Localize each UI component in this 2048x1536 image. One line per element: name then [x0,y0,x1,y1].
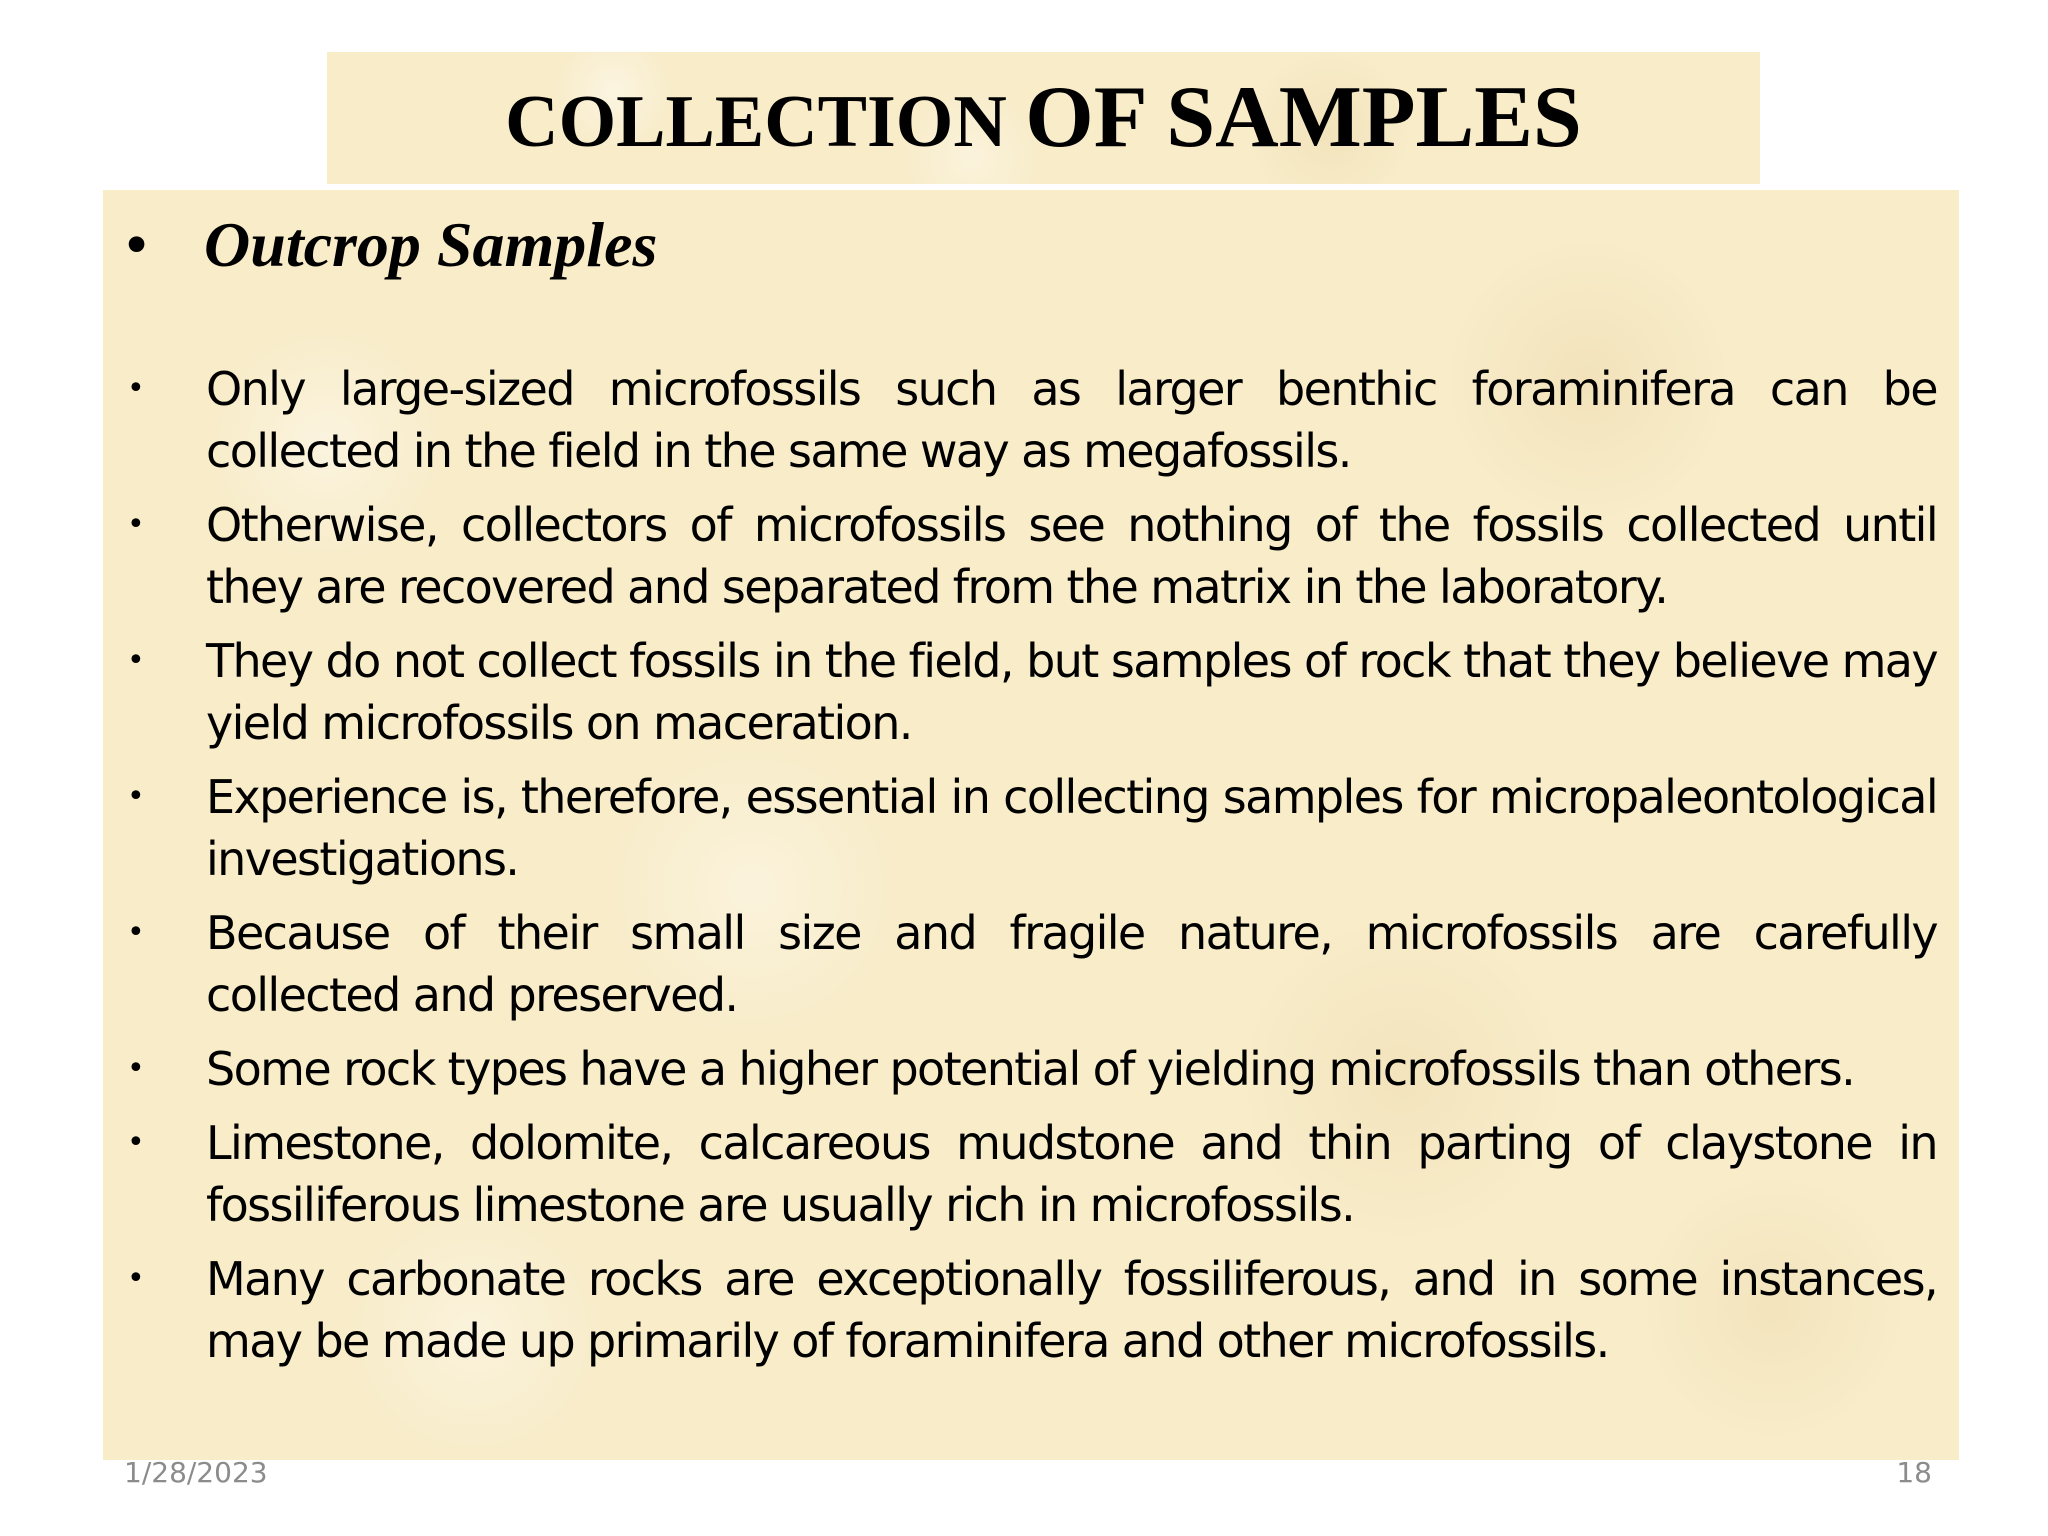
bullet-list [125,358,1937,1384]
bullet-icon: • [127,507,145,542]
list-item [125,494,1937,618]
bullet-text: Limestone, dolomite, calcareous mudstone and thin parting of claystone in fossiliferous limestone are usually rich in microfossils. [206,1116,1937,1232]
bullet-text: Because of their small size and fragile nature, microfossils are carefully collected and preserved. [206,906,1937,1022]
footer-date: 1/28/2023 [124,1456,268,1489]
list-item [125,1112,1937,1236]
footer-page-number: 18 [1896,1456,1932,1489]
bullet-icon: • [127,643,145,678]
slide-title-part1: COLLECTION [505,81,1026,163]
list-item [125,902,1937,1026]
list-item [125,1038,1937,1100]
title-box [327,52,1760,184]
heading-bullet-icon: • [125,208,149,282]
bullet-icon: • [127,1261,145,1296]
bullet-icon: • [127,371,145,406]
bullet-icon: • [127,1051,145,1086]
bullet-icon: • [127,915,145,950]
bullet-text: Experience is, therefore, essential in collecting samples for micropaleontological investigations. [206,770,1937,886]
bullet-text: Only large-sized microfossils such as larger benthic foraminifera can be collected in the field in the same way as megafossils. [206,362,1937,478]
bullet-text: They do not collect fossils in the field, but samples of rock that they believe may yield microfossils on maceration. [206,634,1937,750]
content-box [103,190,1959,1460]
bullet-icon: • [127,1125,145,1160]
list-item [125,1248,1937,1372]
section-heading [125,210,657,280]
list-item [125,358,1937,482]
list-item [125,630,1937,754]
bullet-text: Some rock types have a higher potential of yielding microfossils than others. [206,1042,1855,1096]
slide-title [505,69,1582,166]
list-item [125,766,1937,890]
bullet-text: Many carbonate rocks are exceptionally fossiliferous, and in some instances, may be made up primarily of foraminifera and other microfossils. [206,1252,1937,1368]
bullet-icon: • [127,779,145,814]
section-heading-text: Outcrop Samples [204,209,658,280]
bullet-text: Otherwise, collectors of microfossils see nothing of the fossils collected until they are recovered and separated from the matrix in the laboratory. [206,498,1937,614]
slide-title-part2: OF SAMPLES [1025,69,1582,166]
